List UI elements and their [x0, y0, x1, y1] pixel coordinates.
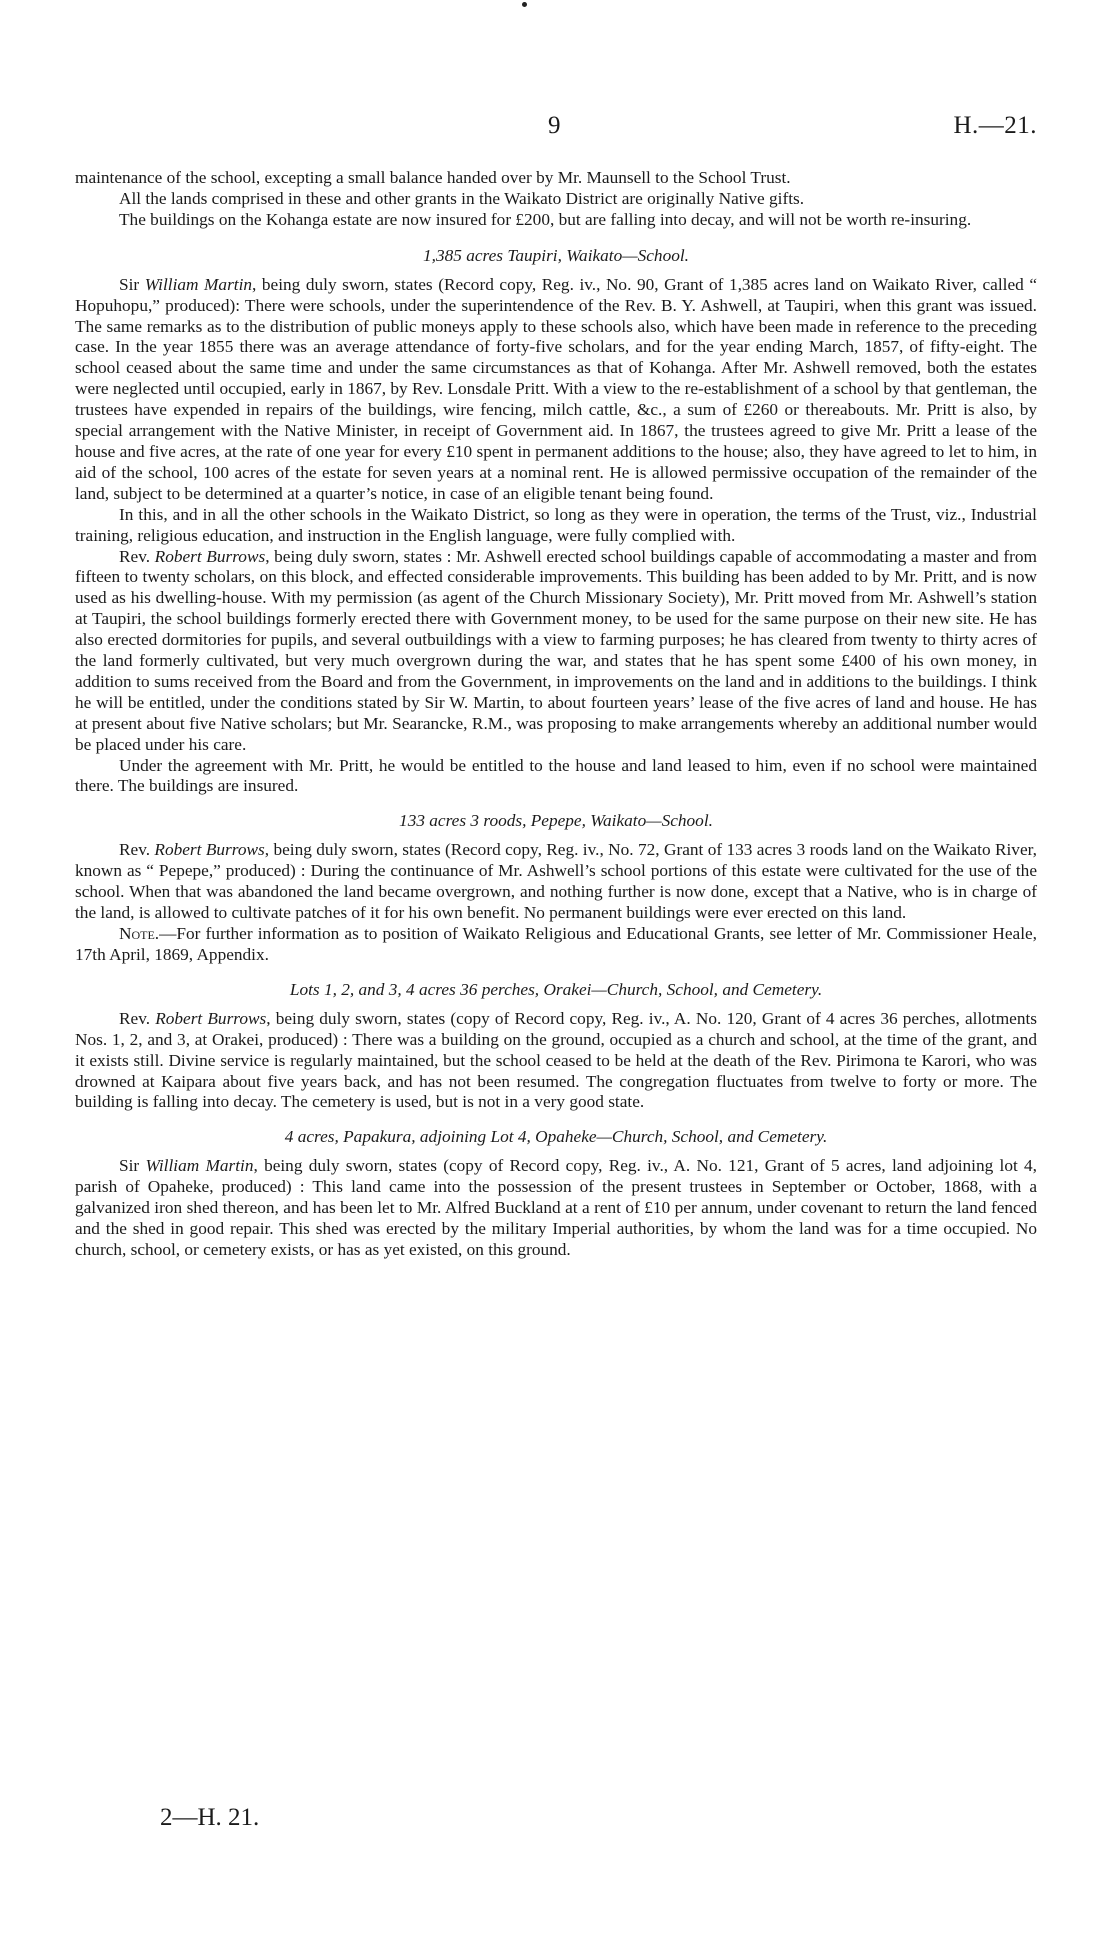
- note-label: Note.: [119, 924, 160, 943]
- section-heading: Lots 1, 2, and 3, 4 acres 36 perches, Orakei—Church, School, and Cemetery.: [289, 979, 823, 999]
- testimony-paragraph: Under the agreement with Mr. Pritt, he would be entitled to the house and land leased to him, even if no school were maintained there. The buildings are insured.: [75, 755, 1037, 796]
- testimony-paragraph: In this, and in all the other schools in the Waikato District, so long as they were in operation, the terms of the Trust, viz., Industrial training, religious education, and instruction in the English language, were fully complied with.: [75, 504, 1037, 545]
- testimony-paragraph: Rev. Robert Burrows, being duly sworn, states : Mr. Ashwell erected school buildings capable of accommodating a master and from fifteen to twenty scholars, on this block, and effected considerable improvements. This building has been added to by Mr. Pritt, and is now used as his dwelling-house. With my permission (as agent of the Church Missionary Society), Mr. Pritt moved from Mr. Ashwell’s station at Taupiri, the school buildings formerly erected there with Government money, to be used for the same purpose on their new site. He has also erected dormitories for pupils, and several outbuildings with a view to farming purposes; he has cleared from twenty to thirty acres of the land formerly cultivated, but very much overgrown during the war, and states that he has spent some £400 of his own money, in addition to sums received from the Board and from the Government, in improvements on the land and in additions to the buildings. I think he will be entitled, under the conditions stated by Sir W. Martin, to about fourteen years’ lease of the five acres of land and house. He has at present about five Native scholars; but Mr. Searancke, R.M., was proposing to make arrangements whereby an additional number would be placed under his care.: [75, 546, 1038, 754]
- top-dot-mark: [522, 2, 527, 7]
- note-paragraph: Note.—For further information as to position of Waikato Religious and Educational Grants, see letter of Mr. Commissioner Heale, 17th April, 1869, Appendix.: [75, 924, 1037, 964]
- section-heading: 133 acres 3 roods, Pepepe, Waikato—School.: [399, 811, 713, 831]
- page-number: 9: [548, 112, 561, 139]
- witness-name: Robert Burrows: [155, 1008, 267, 1028]
- witness-name: William Martin: [144, 274, 253, 294]
- intro-paragraph: All the lands comprised in these and other grants in the Waikato District are originally Native gifts.: [119, 188, 805, 208]
- witness-name: Robert Burrows: [154, 546, 266, 566]
- document-body: [75, 168, 1037, 1261]
- testimony-paragraph: Sir William Martin, being duly sworn, states (Record copy, Reg. iv., No. 90, Grant of 1,385 acres land on Waikato River, called “ Hopuhopu,” produced): There were schools, under the superintendence of the Rev. B. Y. Ashwell, at Taupiri, when this grant was issued. The same remarks as to the distribution of public moneys apply to these schools also, which have been made in reference to the preceding case. In the year 1855 there was an average attendance of forty-five scholars, and for the year ending March, 1857, of fifty-eight. The school ceased about the same time and under the same circumstances as that of Kohanga. After Mr. Ashwell removed, both the estates were neglected until occupied, early in 1867, by Rev. Lonsdale Pritt. With a view to the re-establishment of a school by that gentleman, the trustees have expended in repairs of the buildings, wire fencing, milch cattle, &c., a sum of £260 or thereabouts. Mr. Pritt is also, by special arrangement with the Native Minister, in receipt of Government aid. In 1867, the trustees agreed to give Mr. Pritt a lease of the house and five acres, at the rate of one year for every £10 spent in permanent additions to the house; also, they have agreed to let to him, in aid of the school, 100 acres of the estate for seven years at a nominal rent. He is allowed permissive occupation of the remainder of the land, subject to be determined at a quarter’s notice, in case of an eligible tenant being found.: [75, 274, 1037, 503]
- section-heading: 4 acres, Papakura, adjoining Lot 4, Opaheke—Church, School, and Cemetery.: [284, 1127, 828, 1147]
- intro-paragraph: The buildings on the Kohanga estate are now insured for £200, but are falling into decay, and will not be worth re-insuring.: [119, 209, 972, 229]
- testimony-paragraph: Sir William Martin, being duly sworn, states (copy of Record copy, Reg. iv., A. No. 121, Grant of 5 acres, land adjoining lot 4, parish of Opaheke, produced) : This land came into the possession of the present trustees in September or October, 1868, with a galvanized iron shed thereon, and has been let to Mr. Alfred Buckland at a rent of £10 per annum, under covenant to return the land fenced and the shed in good repair. This shed was erected by the military Imperial authorities, by whom the land was for a time occupied. No church, school, or cemetery exists, or has as yet existed, on this ground.: [75, 1156, 1037, 1259]
- intro-paragraph: maintenance of the school, excepting a small balance handed over by Mr. Maunsell to the School Trust.: [75, 168, 791, 187]
- testimony-paragraph: Rev. Robert Burrows, being duly sworn, states (Record copy, Reg. iv., No. 72, Grant of 133 acres 3 roods land on the Waikato River, known as “ Pepepe,” produced) : During the continuance of Mr. Ashwell’s school portions of this estate were cultivated for the use of the school. When that was abandoned the land became overgrown, and nothing further is now done, except that a Native, who is in charge of the land, is allowed to cultivate patches of it for his own benefit. No permanent buildings were ever erected on this land.: [75, 840, 1037, 923]
- section-heading: 1,385 acres Taupiri, Waikato—School.: [423, 245, 689, 265]
- witness-name: William Martin: [145, 1156, 254, 1176]
- testimony-paragraph: Rev. Robert Burrows, being duly sworn, states (copy of Record copy, Reg. iv., A. No. 120, Grant of 4 acres 36 perches, allotments Nos. 1, 2, and 3, at Orakei, produced) : There was a building on the ground, occupied as a church and school, at the time of the grant, and it exists still. Divine service is regularly maintained, but the school ceased to be held at the death of the Rev. Pirimona te Karori, who was drowned at Kaipara about five years back, and has not been resumed. The congregation fluctuates from twelve to forty or more. The building is falling into decay. The cemetery is used, but is not in a very good state.: [75, 1008, 1037, 1112]
- witness-name: Robert Burrows: [154, 840, 265, 860]
- signature-mark: 2—H. 21.: [160, 1804, 260, 1831]
- document-reference: H.—21.: [953, 112, 1037, 139]
